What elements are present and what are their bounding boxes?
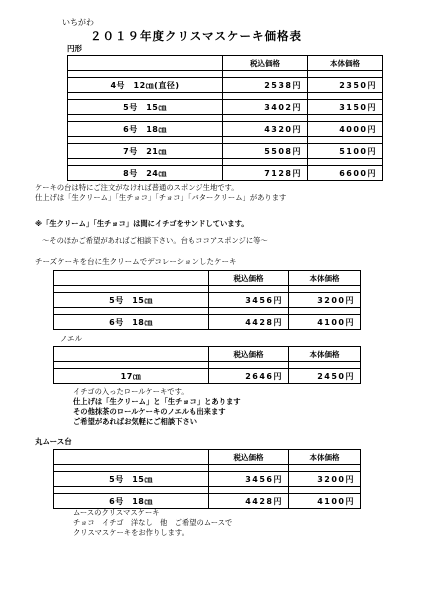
table-header-row <box>54 347 361 362</box>
item-cell: 6号 18㎝ <box>54 315 209 330</box>
item-cell: 6号 18㎝ <box>54 494 209 509</box>
base-price-cell: 2450円 <box>289 369 361 384</box>
base-price-cell: 3150円 <box>308 100 383 115</box>
table-row <box>54 369 361 384</box>
table-row <box>68 144 383 159</box>
tax-price-cell: 4320円 <box>223 122 308 137</box>
item-cell: 6号 18㎝ <box>68 122 223 137</box>
note-strawberry: ※「生クリーム」「生チョコ」は間にイチゴをサンドしています。 <box>35 219 249 228</box>
spacer-row <box>68 137 383 144</box>
page-title: ２０１９年度クリスマスケーキ価格表 <box>90 29 303 43</box>
table-header-row <box>54 450 361 465</box>
tax-price-cell: 2538円 <box>223 78 308 93</box>
spacer-row <box>54 487 361 494</box>
header-base-cell: 本体価格 <box>289 450 361 465</box>
section-round-heading: 円形 <box>67 44 82 53</box>
header-tax-cell: 税込価格 <box>223 56 308 71</box>
section-mousse-heading: 丸ムース台 <box>35 437 72 446</box>
tax-price-cell: 5508円 <box>223 144 308 159</box>
table-row <box>68 100 383 115</box>
table-header-row <box>54 271 361 286</box>
spacer-row <box>68 159 383 166</box>
item-cell: 4号 12㎝(直径) <box>68 78 223 93</box>
noel-price-table <box>53 346 361 384</box>
header-base-cell: 本体価格 <box>289 347 361 362</box>
section-cheese-heading: チーズケーキを台に生クリームでデコレーションしたケーキ <box>35 257 237 266</box>
store-name: いちがわ <box>62 18 94 27</box>
header-tax-cell: 税込価格 <box>209 347 289 362</box>
spacer-row <box>68 115 383 122</box>
spacer-row <box>68 71 383 78</box>
note-matcha: その他抹茶のロールケーキのノエルも出来ます <box>73 407 226 416</box>
tax-price-cell: 3402円 <box>223 100 308 115</box>
note-consult: ～そのほかご希望があればご相談下さい。台もココアスポンジに等～ <box>42 236 268 245</box>
section-noel-heading: ノエル <box>60 334 83 343</box>
base-price-cell: 4100円 <box>289 315 361 330</box>
item-cell: 7号 21㎝ <box>68 144 223 159</box>
item-cell: 5号 15㎝ <box>54 472 209 487</box>
tax-price-cell: 4428円 <box>209 494 289 509</box>
header-item-cell <box>54 450 209 465</box>
note-roll-consult: ご希望があればお気軽にご相談下さい <box>73 417 198 426</box>
round-price-table <box>67 55 383 181</box>
item-cell: 8号 24㎝ <box>68 166 223 181</box>
note-roll-finish: 仕上げは「生クリーム」と「生チョコ」とあります <box>73 397 241 406</box>
base-price-cell: 3200円 <box>289 472 361 487</box>
tax-price-cell: 3456円 <box>209 293 289 308</box>
base-price-cell: 2350円 <box>308 78 383 93</box>
header-tax-cell: 税込価格 <box>209 450 289 465</box>
tax-price-cell: 2646円 <box>209 369 289 384</box>
header-item-cell <box>68 56 223 71</box>
base-price-cell: 6600円 <box>308 166 383 181</box>
spacer-row <box>54 286 361 293</box>
header-tax-cell: 税込価格 <box>209 271 289 286</box>
cheese-price-table <box>53 270 361 330</box>
table-row <box>68 166 383 181</box>
table-row <box>54 494 361 509</box>
header-base-cell: 本体価格 <box>289 271 361 286</box>
base-price-cell: 4100円 <box>289 494 361 509</box>
tax-price-cell: 7128円 <box>223 166 308 181</box>
table-row <box>54 472 361 487</box>
table-row <box>54 293 361 308</box>
header-base-cell: 本体価格 <box>308 56 383 71</box>
tax-price-cell: 3456円 <box>209 472 289 487</box>
base-price-cell: 3200円 <box>289 293 361 308</box>
header-item-cell <box>54 347 209 362</box>
mousse-price-table <box>53 449 361 509</box>
note-finish-options: 仕上げは「生クリーム」「生チョコ」「チョコ」「バタークリーム」があります <box>35 193 287 202</box>
header-item-cell <box>54 271 209 286</box>
item-cell: 5号 15㎝ <box>68 100 223 115</box>
table-row <box>54 315 361 330</box>
note-mousse-make: クリスマスケーキをお作りします。 <box>73 528 189 537</box>
tax-price-cell: 4428円 <box>209 315 289 330</box>
note-roll-cake: イチゴの入ったロールケーキです。 <box>73 387 189 396</box>
spacer-row <box>54 465 361 472</box>
note-mousse-flavors: チョコ イチゴ 洋なし 他 ご希望のムースで <box>73 518 233 527</box>
table-header-row <box>68 56 383 71</box>
table-row <box>68 78 383 93</box>
table-row <box>68 122 383 137</box>
base-price-cell: 4000円 <box>308 122 383 137</box>
note-mousse-cake: ムースのクリスマスケーキ <box>73 508 160 517</box>
base-price-cell: 5100円 <box>308 144 383 159</box>
item-cell: 17㎝ <box>54 369 209 384</box>
spacer-row <box>68 93 383 100</box>
spacer-row <box>54 362 361 369</box>
spacer-row <box>54 308 361 315</box>
note-sponge: ケーキの台は特にご注文がなければ普通のスポンジ生地です。 <box>35 183 239 192</box>
item-cell: 5号 15㎝ <box>54 293 209 308</box>
